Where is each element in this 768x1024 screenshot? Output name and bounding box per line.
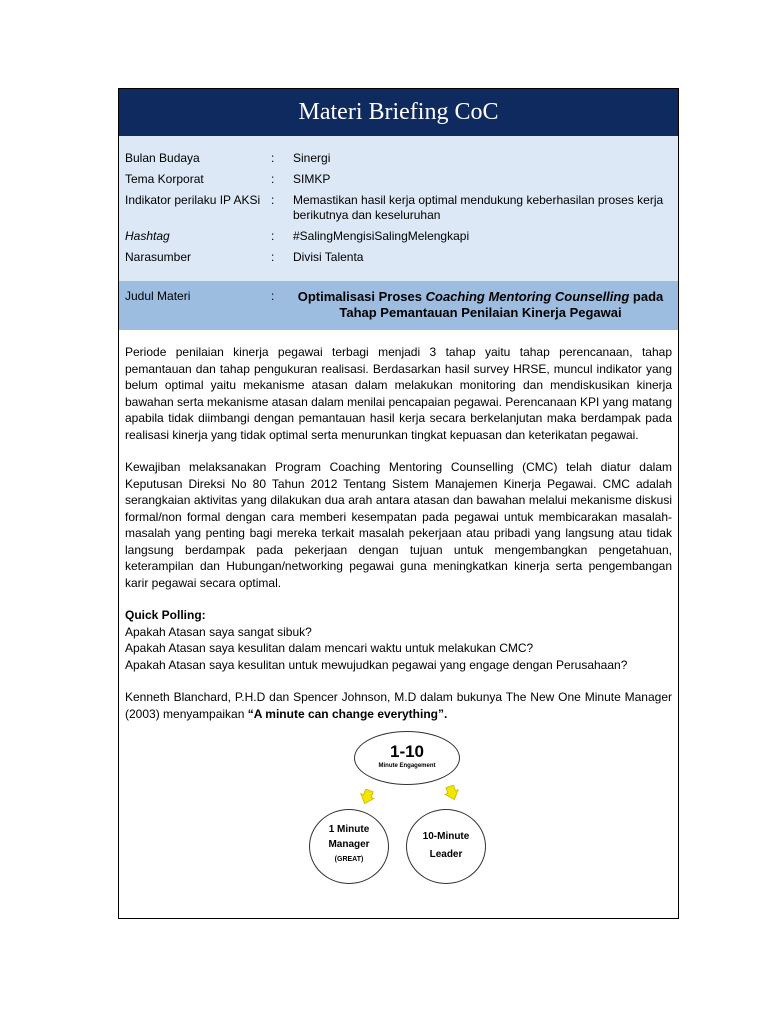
info-value: Divisi Talenta (293, 250, 364, 264)
polling-item: Apakah Atasan saya sangat sibuk? (125, 624, 312, 639)
info-key: Bulan Budaya (125, 151, 200, 165)
judul-separator: : (271, 289, 275, 303)
minute-diagram (309, 729, 479, 889)
left-label-1: 1 Minute (328, 824, 370, 835)
title-bar (119, 89, 678, 136)
arrow-down-right-icon (444, 785, 460, 801)
quote-prefix: Kenneth Blanchard, P.H.D dan Spencer Johnson, M.D dalam bukunya The New One Minute Manager (2003) menyampaikan (125, 690, 672, 721)
info-row (125, 229, 672, 244)
info-row (125, 172, 672, 187)
info-value: #SalingMengisiSalingMelengkapi (293, 229, 470, 243)
judul-part2: Coaching Mentoring Counselling (425, 289, 630, 304)
judul-key: Judul Materi (125, 289, 191, 303)
right-label-2: Leader (429, 849, 463, 860)
info-separator: : (271, 250, 275, 264)
right-label-1: 10-Minute (422, 831, 470, 842)
ten-minute-leader-ellipse (406, 809, 486, 884)
info-separator: : (271, 172, 275, 186)
info-key: Hashtag (125, 229, 170, 243)
body-content (119, 330, 678, 722)
info-separator: : (271, 193, 275, 207)
info-section (119, 136, 678, 281)
info-key: Indikator perilaku IP AKSi (125, 193, 261, 207)
polling-item: Apakah Atasan saya kesulitan dalam mencari waktu untuk melakukan CMC? (125, 641, 534, 655)
polling-title: Quick Polling: (125, 608, 206, 622)
info-value: Sinergi (293, 151, 331, 165)
info-row (125, 151, 672, 166)
judul-part3: pada Tahap Pemantauan Penilaian Kinerja Pegawai (339, 289, 664, 320)
engagement-ellipse (354, 731, 460, 785)
info-separator: : (271, 151, 275, 165)
judul-section (119, 281, 678, 330)
document-page (118, 88, 679, 919)
page-title: Materi Briefing CoC (298, 99, 499, 125)
one-minute-manager-ellipse (309, 809, 389, 884)
info-row (125, 250, 672, 265)
info-key: Tema Korporat (125, 172, 204, 186)
left-label-3: (GREAT) (334, 856, 364, 863)
paragraph-1: Periode penilaian kinerja pegawai terbagi menjadi 3 tahap yaitu tahap perencanaan, tahap pemantauan dan tahap pengukuran realisasi. Berdasarkan hasil survey HRSE, muncul indikator yang belum optimal yaitu mekanisme atasan dalam melakukan monitoring dan mendiskusikan kinerja bawahan serta mekanisme atasan dalam menilai pencapaian pegawai. Perencanaan KPI yang matang apabila tidak diimbangi dengan pemantauan hasil kerja secara berkelanjutan maka berdampak pada realisasi kinerja yang tidak optimal serta menurunkan tingkat kepuasan dan keterikatan pegawai. (125, 345, 673, 442)
left-label-2: Manager (328, 839, 370, 850)
info-separator: : (271, 229, 275, 243)
info-value: SIMKP (293, 172, 331, 186)
polling-item: Apakah Atasan saya kesulitan untuk mewujudkan pegawai yang engage dengan Perusahaan? (125, 657, 628, 672)
quote-paragraph (125, 689, 672, 722)
paragraph-2: Kewajiban melaksanakan Program Coaching Mentoring Counselling (CMC) telah diatur dalam Keputusan Direksi No 80 Tahun 2012 Tentang Sistem Manajemen Kinerja Pegawai. CMC adalah serangkaian aktivitas yang dilakukan dua arah antara atasan dan bawahan melalui mekanisme diskusi formal/non formal dengan cara memberi kesempatan pada pegawai untuk membicarakan masalah-masalah yang penting bagi mereka terkait masalah pekerjaan atau pribadi yang langsung atau tidak langsung berdampak pada pekerjaan dengan tujuan untuk mengembangkan pengetahuan, keterampilan dan Hubungan/networking pegawai guna meningkatkan kinerja serta pengembangan karir pegawai secara optimal. (125, 460, 672, 590)
judul-part1: Optimalisasi Proses (297, 289, 426, 304)
info-row (125, 193, 672, 223)
engagement-label: Minute Engagement (378, 763, 436, 769)
judul-title (293, 289, 672, 330)
quote-bold: “A minute can change everything”. (247, 706, 448, 721)
arrow-down-left-icon (359, 789, 375, 805)
info-key: Narasumber (125, 250, 192, 264)
engagement-number: 1-10 (389, 742, 425, 761)
info-value: Memastikan hasil kerja optimal mendukung keberhasilan proses kerja berikutnya dan keseluruhan (293, 193, 664, 222)
